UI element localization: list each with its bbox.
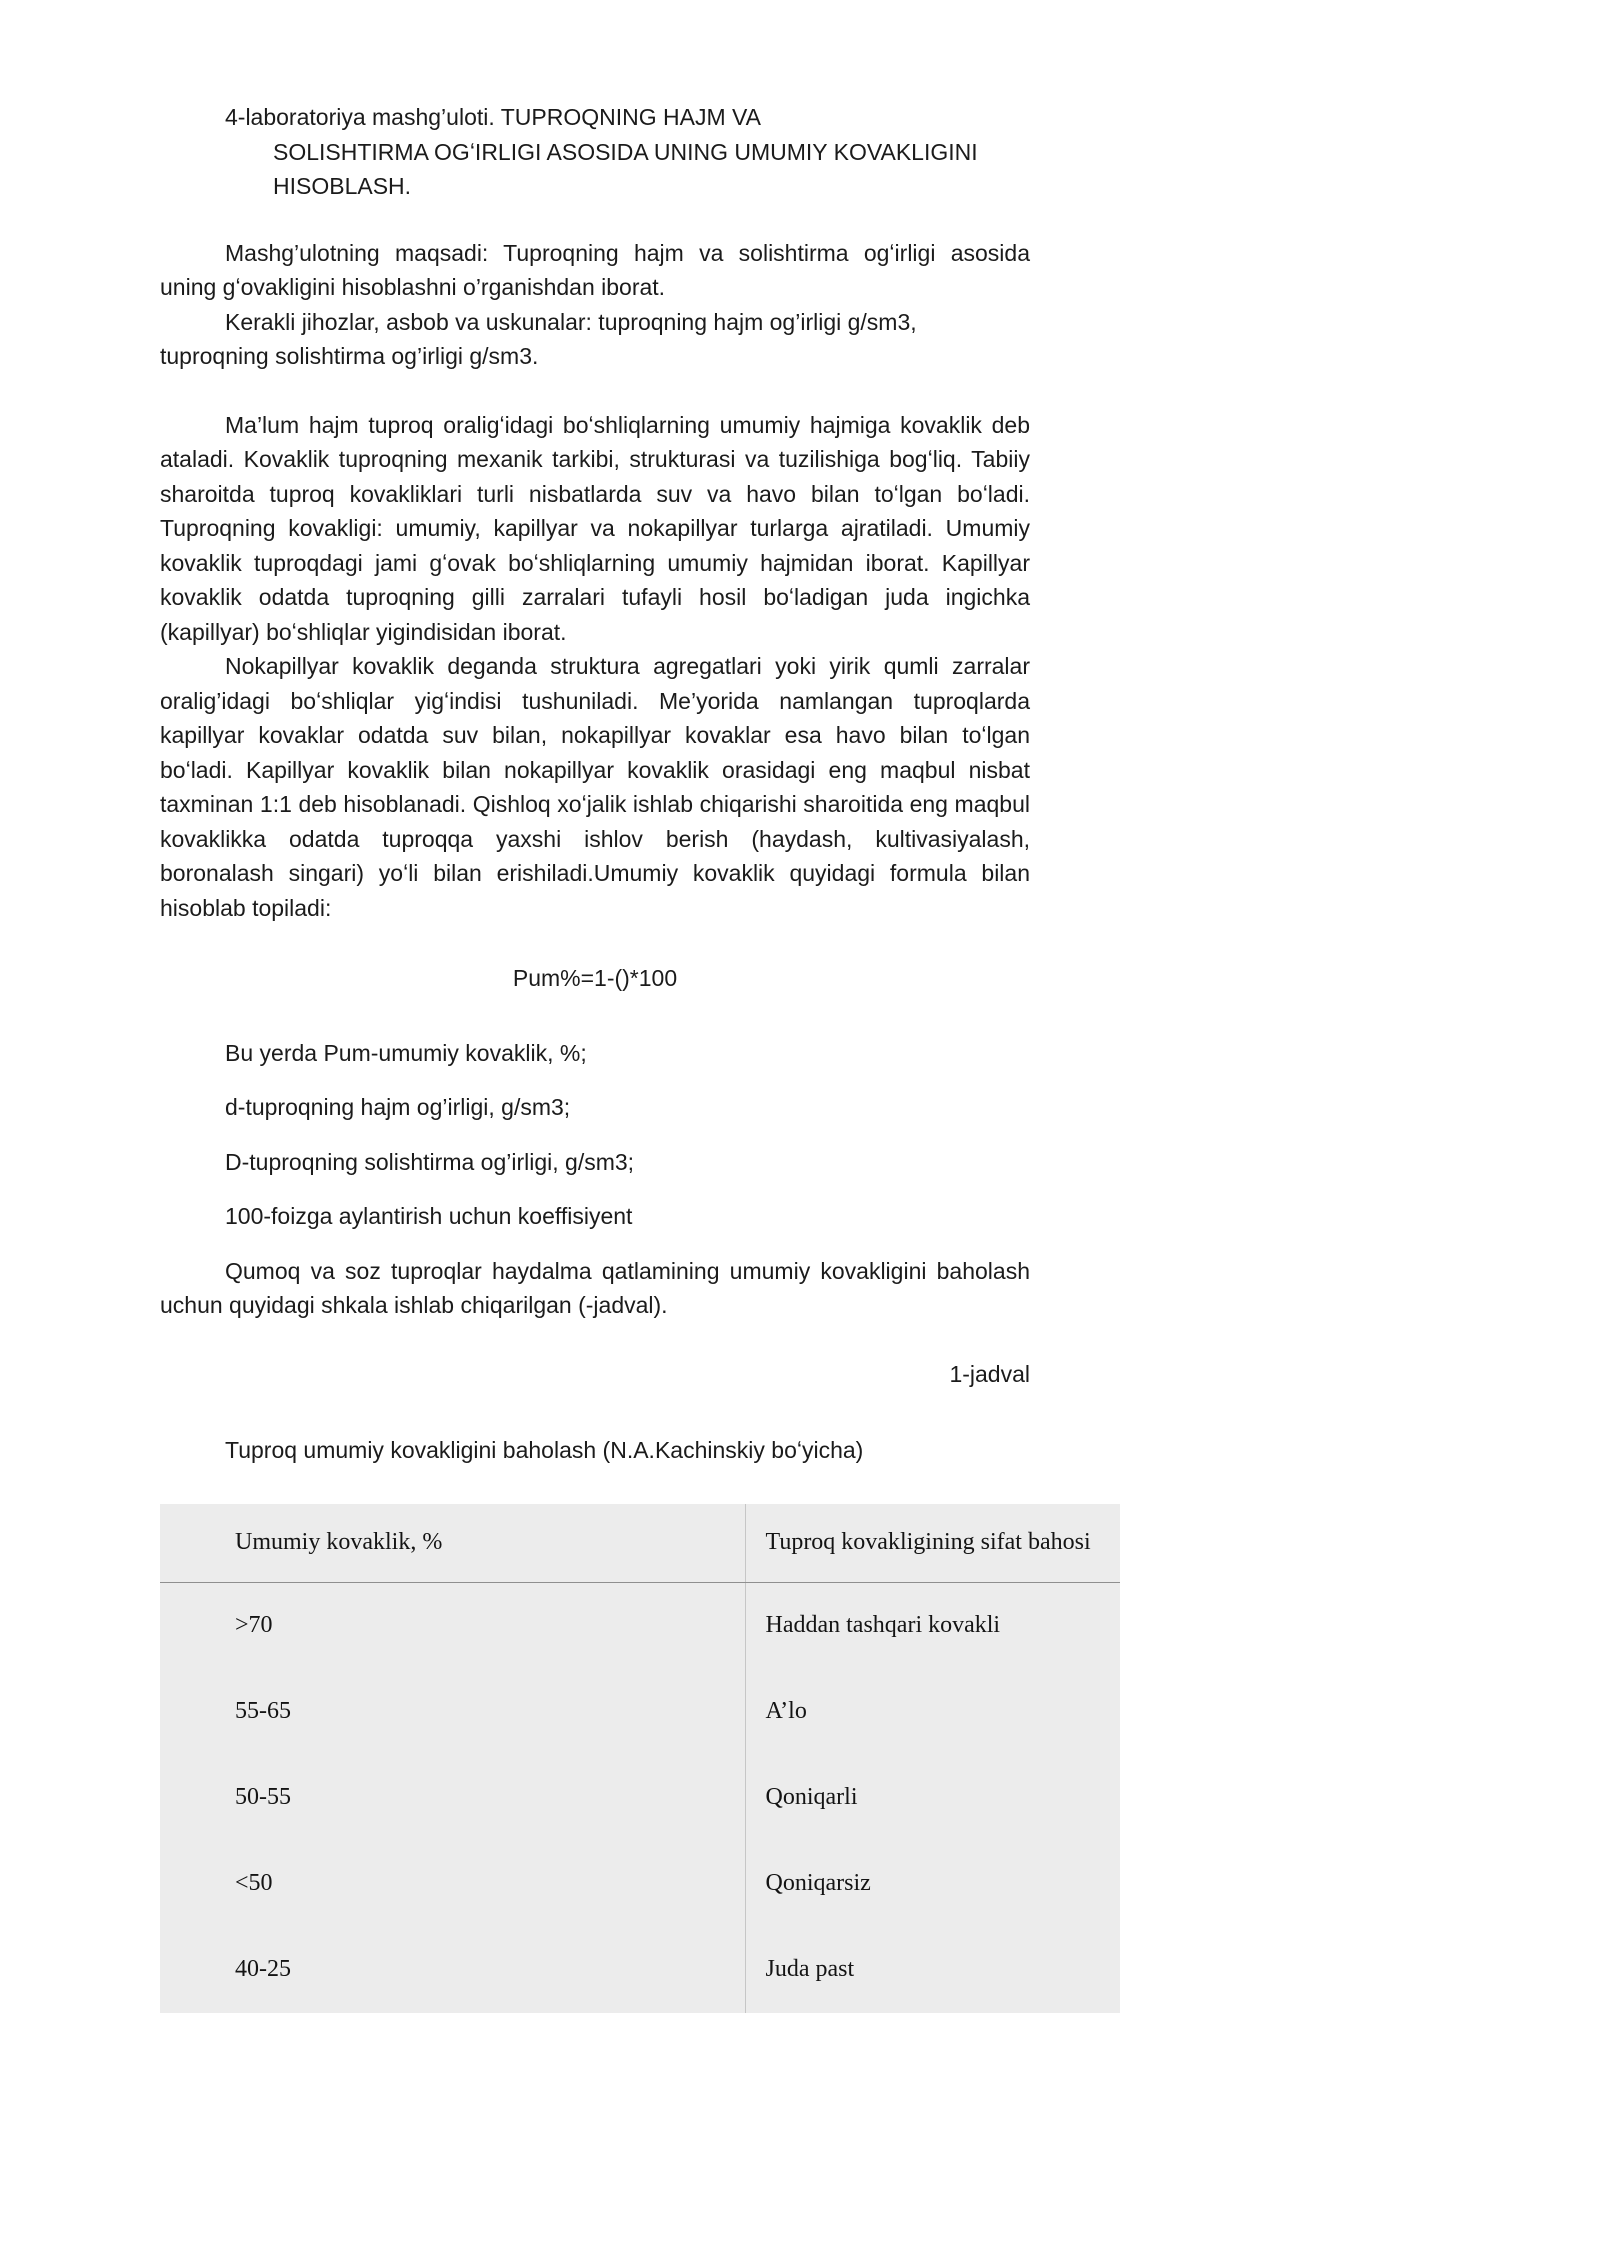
definition-coefficient: 100-foizga aylantirish uchun koeffisiyent	[225, 1203, 633, 1229]
table-caption: Tuproq umumiy kovakligini baholash (N.A.Kachinskiy boʻyicha)	[225, 1437, 864, 1463]
table-cell-porosity: 40-25	[160, 1927, 745, 2013]
table-cell-quality: Haddan tashqari kovakli	[765, 1611, 1001, 1638]
table-body	[160, 1582, 1120, 2013]
table-header-quality: Tuproq kovakligining sifat bahosi	[745, 1504, 1120, 1583]
table-cell-quality: Qoniqarsiz	[765, 1869, 871, 1896]
table-cell-quality: Qoniqarli	[765, 1783, 858, 1810]
paragraph-equipment	[160, 305, 1030, 374]
paragraph-scale: Qumoq va soz tuproqlar haydalma qatlamining umumiy kovakligini baholash uchun quyidagi shkala ishlab chiqarilgan (-jadval).	[160, 1257, 1030, 1318]
porosity-rating-table	[160, 1504, 1120, 2013]
table-number-label: 1-jadval	[949, 1360, 1030, 1387]
definition-d-upper: D-tuproqning solishtirma og’irligi, g/sm3;	[225, 1148, 635, 1175]
porosity-formula: Pum%=1-()*100	[512, 965, 678, 991]
table-row	[160, 1669, 1120, 1755]
table-row	[160, 1841, 1120, 1927]
definition-d-lower: d-tuproqning hajm og’irligi, g/sm3;	[225, 1094, 571, 1120]
title-line-2: SOLISHTIRMA OGʻIRLIGI ASOSIDA UNING UMUMIY KOVAKLIGINI HISOBLASH.	[273, 138, 978, 199]
table-head	[160, 1504, 1120, 1583]
table-cell-porosity: 55-65	[160, 1669, 745, 1755]
table-header-porosity: Umumiy kovaklik, %	[160, 1504, 745, 1583]
table-cell-quality: Juda past	[765, 1955, 855, 1982]
table-header-row	[160, 1504, 1120, 1583]
title-line-1: 4-laboratoriya mashg’uloti. TUPROQNING HAJM VA	[225, 104, 761, 130]
table-cell-quality: A’lo	[765, 1697, 807, 1724]
table-cell-porosity: 50-55	[160, 1755, 745, 1841]
paragraph-noncapillary: Nokapillyar kovaklik deganda struktura agregatlari yoki yirik qumli zarralar oralig’idagi boʻshliqlar yigʻindisi tushuniladi. Me’yorida namlangan tuproqlarda kapillyar kovaklar odatda suv bilan, nokapillyar kovaklar esa havo bilan toʻlgan boʻladi. Kapillyar kovaklik bilan nokapillyar kovaklik orasidagi eng maqbul nisbat taxminan 1:1 deb hisoblanadi. Qishloq xoʻjalik ishlab chiqarishi sharoitida eng maqbul kovaklikka odatda tuproqqa yaxshi ishlov berish (haydash, kultivasiyalash, boronalash singari) yoʻli bilan erishiladi.Umumiy kovaklik quyidagi formula bilan hisoblab topiladi:	[160, 653, 1030, 921]
table-cell-porosity: >70	[160, 1582, 745, 1669]
table-cell-porosity: <50	[160, 1841, 745, 1927]
table-row	[160, 1755, 1120, 1841]
paragraph-purpose: Mashg’ulotning maqsadi: Tuproqning hajm va solishtirma ogʻirligi asosida uning gʻovakligini hisoblashni o’rganishdan iborat.	[160, 239, 1030, 300]
table-row	[160, 1927, 1120, 2013]
document-title	[160, 100, 1030, 204]
paragraph-porosity-definition: Ma’lum hajm tuproq oraligʻidagi boʻshliqlarning umumiy hajmiga kovaklik deb ataladi. Kovaklik tuproqning mexanik tarkibi, strukturasi va tuzilishiga bogʻliq. Tabiiy sharoitda tuproq kovakliklari turli nisbatlarda suv va havo bilan toʻlgan boʻladi. Tuproqning kovakligi: umumiy, kapillyar va nokapillyar turlarga ajratiladi. Umumiy kovaklik tuproqdagi jami gʻovak boʻshliqlarning umumiy hajmidan iborat. Kapillyar kovaklik odatda tuproqning gilli zarralari tufayli hosil boʻladigan juda ingichka (kapillyar) boʻshliqlar yigindisidan iborat.	[160, 411, 1030, 645]
table-row	[160, 1582, 1120, 1669]
equipment-line-2: tuproqning solishtirma og’irligi g/sm3.	[160, 343, 539, 369]
definition-pum: Bu yerda Pum-umumiy kovaklik, %;	[225, 1039, 587, 1066]
document-content	[160, 100, 1091, 2013]
equipment-line-1: Kerakli jihozlar, asbob va uskunalar: tuproqning hajm og’irligi g/sm3,	[225, 308, 917, 335]
